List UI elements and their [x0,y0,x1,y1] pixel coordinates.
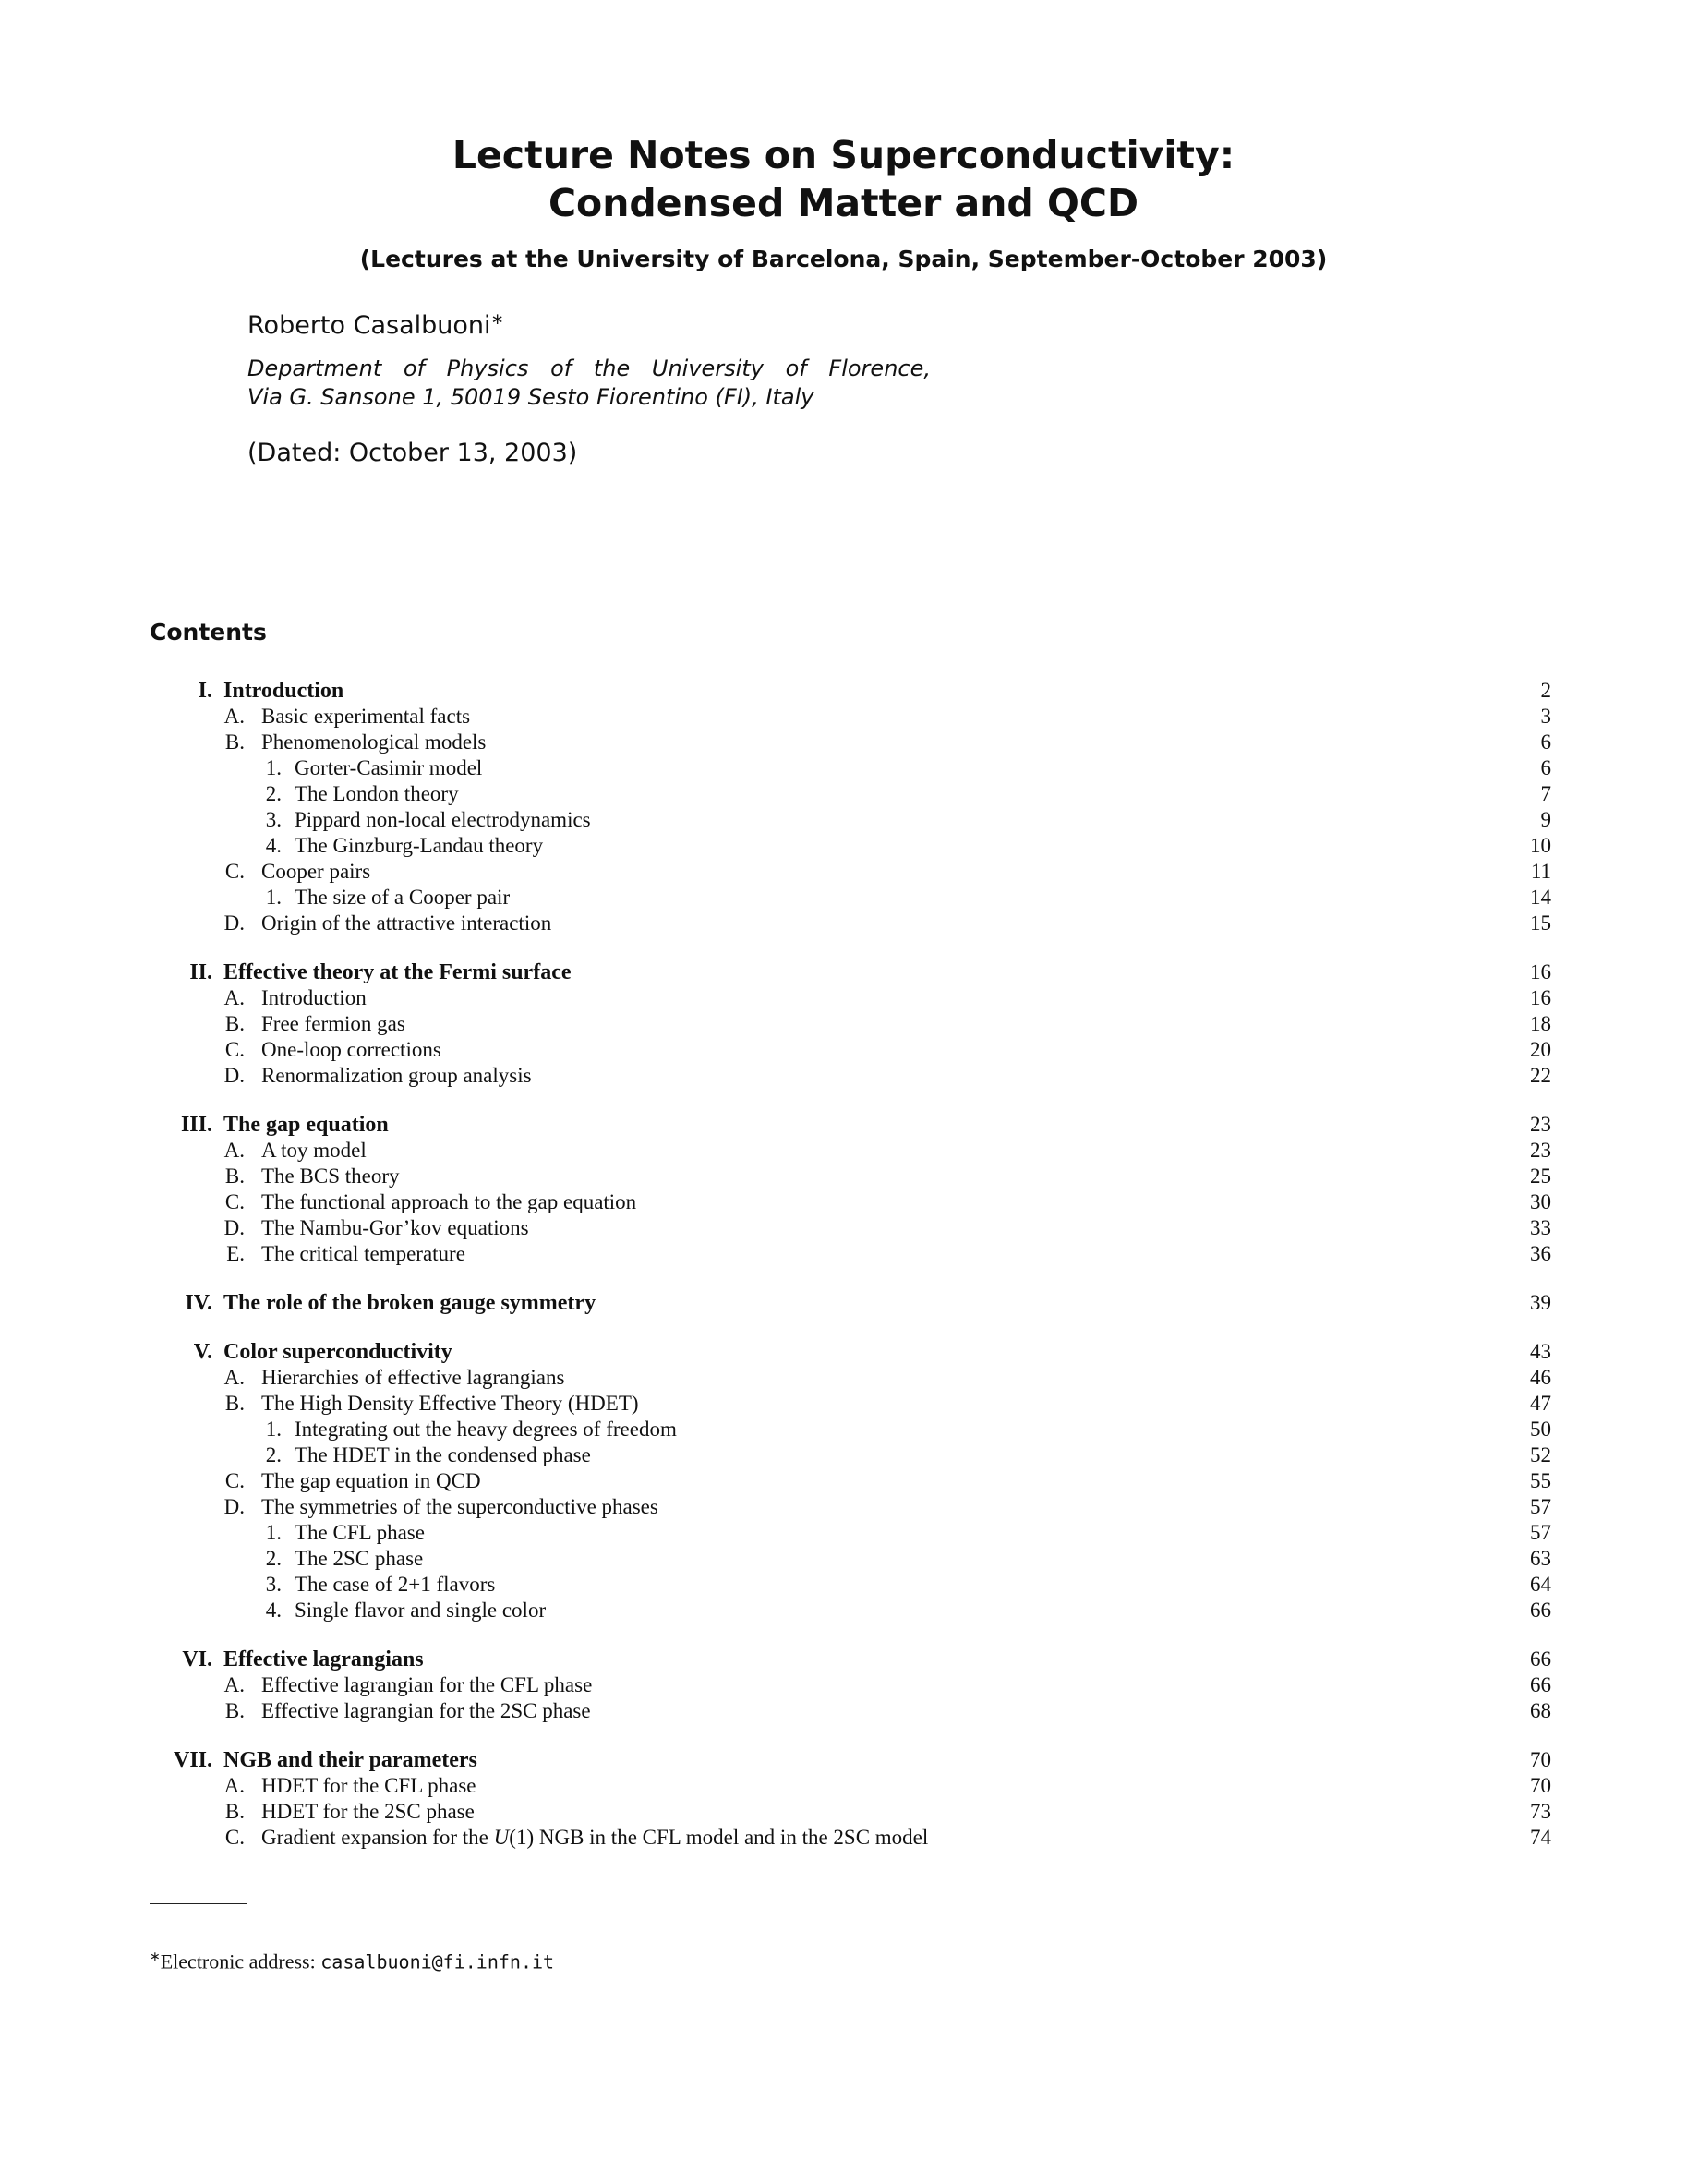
toc-subsection[interactable] [0,1215,1687,1241]
toc-subsubsection[interactable] [0,885,1687,911]
toc-entry-title: NGB and their parameters [223,1748,477,1772]
toc-entry-number: B. [224,730,245,754]
toc-entry-page: 57 [1530,1521,1551,1544]
toc-entry-page: 55 [1530,1469,1551,1492]
toc-entry-title: Renormalization group analysis [261,1064,532,1087]
toc-entry-number: A. [223,986,245,1009]
toc-subsection[interactable] [0,1164,1687,1189]
toc-entry-title: Effective lagrangian for the CFL phase [261,1673,593,1696]
toc-entry-title: Integrating out the heavy degrees of freedom [295,1418,677,1441]
toc-entry-title: Free fermion gas [261,1012,405,1035]
toc-subsection[interactable] [0,1365,1687,1391]
footnote-label: Electronic address: [160,1949,321,1973]
toc-entry-title: The London theory [295,782,459,805]
toc-entry-title: The CFL phase [295,1521,425,1544]
toc-entry-page: 73 [1530,1800,1551,1823]
toc-subsection[interactable] [0,1825,1687,1851]
toc-section[interactable] [0,1647,1687,1672]
toc-subsubsection[interactable] [0,781,1687,807]
toc-entry-number: C. [224,1190,245,1213]
toc-entry-title: Phenomenological models [261,730,487,754]
toc-entry-title: HDET for the 2SC phase [261,1800,475,1823]
toc-subsubsection[interactable] [0,833,1687,859]
toc-entry-page: 46 [1530,1366,1551,1389]
toc-entry-page: 18 [1530,1012,1551,1035]
toc-entry-title: The Nambu-Gor’kov equations [261,1216,529,1239]
toc-subsubsection[interactable] [0,755,1687,781]
toc-entry-page: 14 [1530,886,1551,909]
toc-entry-page: 10 [1530,834,1551,857]
toc-entry-number: B. [224,1392,245,1415]
toc-subsection[interactable] [0,1494,1687,1520]
toc-entry-page: 7 [1540,782,1551,805]
toc-entry-page: 66 [1530,1599,1551,1622]
toc-section[interactable] [0,1112,1687,1138]
toc-section[interactable] [0,1339,1687,1365]
toc-entry-number: III. [180,1113,212,1137]
toc-entry-number: 2. [265,782,282,805]
toc-entry-title: A toy model [261,1139,367,1162]
toc-entry-title: One-loop corrections [261,1038,441,1061]
toc-entry-page: 50 [1530,1418,1551,1441]
toc-entry-number: B. [224,1800,245,1823]
toc-entry-page: 43 [1530,1340,1551,1363]
toc-entry-page: 74 [1530,1826,1551,1849]
toc-entry-page: 68 [1530,1699,1551,1722]
toc-entry-title: Effective theory at the Fermi surface [223,960,572,984]
toc-subsubsection[interactable] [0,1546,1687,1572]
toc-entry-number: D. [223,1216,245,1239]
toc-subsection[interactable] [0,1698,1687,1724]
toc-entry-number: VII. [173,1748,212,1772]
toc-entry-page: 66 [1530,1673,1551,1696]
toc-entry-number: A. [223,1673,245,1696]
toc-entry-page: 57 [1530,1495,1551,1518]
toc-subsection[interactable] [0,1037,1687,1063]
toc-entry-page: 23 [1530,1139,1551,1162]
author [247,310,504,340]
toc-entry-page: 15 [1530,911,1551,935]
toc-subsection[interactable] [0,1138,1687,1164]
toc-entry-page: 70 [1530,1748,1551,1771]
toc-entry-title: The High Density Effective Theory (HDET) [261,1392,639,1415]
toc-entry-number: 1. [265,1418,282,1441]
toc-entry-page: 63 [1530,1547,1551,1570]
toc-entry-page: 16 [1530,986,1551,1009]
toc-entry-page: 25 [1530,1164,1551,1188]
toc-entry-page: 2 [1540,679,1551,702]
toc-entry-page: 22 [1530,1064,1551,1087]
toc-subsection[interactable] [0,1063,1687,1089]
toc-entry-page: 36 [1530,1242,1551,1265]
toc-subsection[interactable] [0,985,1687,1011]
toc-subsection[interactable] [0,1011,1687,1037]
toc-subsubsection[interactable] [0,807,1687,833]
table-of-contents [0,678,1687,1851]
toc-entry-title: The case of 2+1 flavors [295,1573,496,1596]
toc-section[interactable] [0,1747,1687,1773]
author-name: Roberto Casalbuoni [247,311,491,340]
toc-subsection[interactable] [0,730,1687,755]
toc-entry-title: Color superconductivity [223,1340,452,1364]
toc-subsubsection[interactable] [0,1520,1687,1546]
toc-entry-title: Single flavor and single color [295,1599,547,1622]
affiliation-line-1: Department of Physics of the University of Florence, [247,356,931,381]
toc-subsubsection[interactable] [0,1572,1687,1598]
toc-subsubsection[interactable] [0,1417,1687,1442]
footnote-email[interactable]: casalbuoni@fi.infn.it [320,1950,555,1973]
toc-entry-page: 16 [1530,960,1551,983]
toc-entry-title: HDET for the CFL phase [261,1774,476,1797]
toc-entry-number: C. [224,860,245,883]
toc-entry-page: 33 [1530,1216,1551,1239]
toc-subsection[interactable] [0,704,1687,730]
toc-section[interactable] [0,1290,1687,1316]
toc-entry-number: C. [224,1038,245,1061]
toc-entry-title: The Ginzburg-Landau theory [295,834,544,857]
toc-entry-number: II. [189,960,212,984]
paper-subtitle: (Lectures at the University of Barcelona, Spain, September-October 2003) [359,246,1328,272]
toc-entry-title: The symmetries of the superconductive phases [261,1495,658,1518]
toc-entry-number: A. [223,705,245,728]
toc-section[interactable] [0,678,1687,704]
toc-entry-page: 30 [1530,1190,1551,1213]
toc-entry-page: 39 [1530,1291,1551,1314]
contents-heading: Contents [150,619,267,646]
toc-subsection[interactable] [0,1672,1687,1698]
toc-entry-page: 64 [1530,1573,1551,1596]
toc-entry-page: 52 [1530,1443,1551,1466]
toc-entry-page: 23 [1530,1113,1551,1136]
toc-entry-title: Introduction [261,986,367,1009]
toc-section[interactable] [0,959,1687,985]
toc-entry-title: Basic experimental facts [261,705,471,728]
toc-entry-number: I. [198,679,212,703]
toc-entry-title: Hierarchies of effective lagrangians [261,1366,565,1389]
toc-entry-number: 3. [265,808,282,831]
toc-entry-number: A. [223,1774,245,1797]
toc-entry-title: Origin of the attractive interaction [261,911,552,935]
toc-entry-number: E. [226,1242,245,1265]
footnote [150,1949,554,1973]
toc-entry-page: 9 [1540,808,1551,831]
toc-entry-title: Gorter-Casimir model [295,756,483,779]
footnote-rule [150,1903,247,1904]
toc-entry-number: VI. [182,1647,212,1671]
toc-subsubsection[interactable] [0,1598,1687,1623]
toc-entry-title: Introduction [223,679,344,703]
toc-entry-number: 2. [265,1443,282,1466]
toc-entry-title: The HDET in the condensed phase [295,1443,591,1466]
toc-entry-title: The critical temperature [261,1242,465,1265]
toc-subsection[interactable] [0,1468,1687,1494]
toc-entry-title: Cooper pairs [261,860,371,883]
toc-entry-page: 11 [1530,860,1551,883]
toc-entry-number: 4. [265,1599,282,1622]
toc-entry-title: The role of the broken gauge symmetry [223,1291,596,1315]
toc-entry-page: 47 [1530,1392,1551,1415]
affiliation-line-2: Via G. Sansone 1, 50019 Sesto Fiorentino (FI), Italy [247,384,814,410]
toc-entry-title: The BCS theory [261,1164,400,1188]
toc-entry-page: 70 [1530,1774,1551,1797]
toc-entry-number: IV. [185,1291,212,1315]
toc-entry-page: 20 [1530,1038,1551,1061]
toc-subsection[interactable] [0,859,1687,885]
toc-subsubsection[interactable] [0,1442,1687,1468]
toc-entry-title: The gap equation in QCD [261,1469,481,1492]
toc-entry-number: B. [224,1699,245,1722]
title-line-1: Lecture Notes on Superconductivity: [452,133,1235,177]
toc-entry-number: D. [223,1064,245,1087]
toc-entry-title: The gap equation [223,1113,389,1137]
math-symbol-u: U [493,1826,510,1849]
footnote-mark: ∗ [150,1950,161,1964]
toc-entry-number: 2. [265,1547,282,1570]
toc-entry-title: Effective lagrangian for the 2SC phase [261,1699,591,1722]
toc-subsection[interactable] [0,1391,1687,1417]
toc-entry-number: 3. [265,1573,282,1596]
toc-entry-number: B. [224,1164,245,1188]
toc-subsection[interactable] [0,1241,1687,1267]
toc-subsection[interactable] [0,1189,1687,1215]
toc-entry-number: A. [223,1139,245,1162]
toc-entry-number: 1. [265,886,282,909]
toc-entry-title: Gradient expansion for the U(1) NGB in the CFL model and in the 2SC model [261,1826,929,1849]
toc-entry-number: D. [223,911,245,935]
toc-entry-title: The 2SC phase [295,1547,424,1570]
toc-entry-number: 1. [265,1521,282,1544]
toc-entry-number: C. [224,1469,245,1492]
toc-entry-number: A. [223,1366,245,1389]
toc-entry-number: 1. [265,756,282,779]
toc-entry-page: 6 [1540,730,1551,754]
toc-entry-title: The functional approach to the gap equation [261,1190,637,1213]
toc-entry-number: D. [223,1495,245,1518]
date-line: (Dated: October 13, 2003) [247,439,578,467]
title-line-2: Condensed Matter and QCD [548,181,1139,225]
affiliation [247,355,931,412]
toc-entry-number: B. [224,1012,245,1035]
toc-subsection[interactable] [0,911,1687,936]
toc-entry-number: V. [193,1340,212,1364]
toc-entry-page: 6 [1540,756,1551,779]
toc-entry-number: 4. [265,834,282,857]
toc-entry-title: Effective lagrangians [223,1647,424,1671]
toc-subsection[interactable] [0,1773,1687,1799]
toc-entry-title: Pippard non-local electrodynamics [295,808,591,831]
toc-subsection[interactable] [0,1799,1687,1825]
toc-entry-title: The size of a Cooper pair [295,886,511,909]
author-footnote-mark: ∗ [490,310,504,329]
toc-entry-number: C. [224,1826,245,1849]
paper-title [0,131,1687,227]
toc-entry-page: 3 [1540,705,1551,728]
toc-entry-page: 66 [1530,1647,1551,1671]
